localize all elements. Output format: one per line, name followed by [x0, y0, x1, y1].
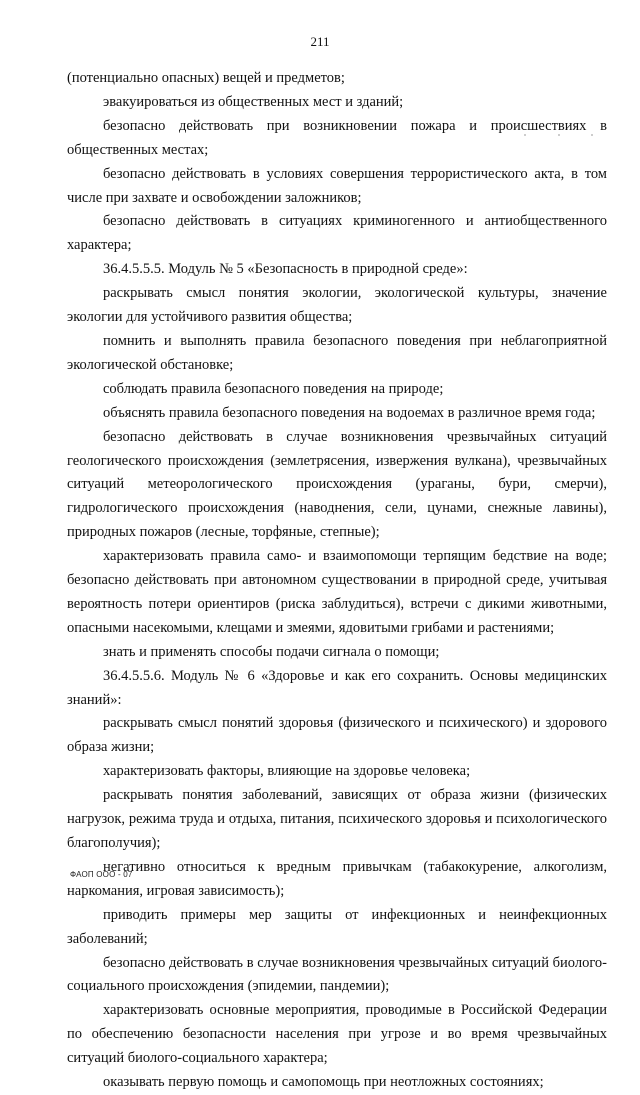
paragraph: безопасно действовать в ситуациях криминогенного и антиобщественного характера; — [67, 213, 607, 254]
body-text — [67, 67, 607, 1095]
scan-speck — [558, 134, 560, 136]
section-heading: 36.4.5.5.5. Модуль № 5 «Безопасность в природной среде»: — [103, 261, 468, 278]
paragraph: характеризовать факторы, влияющие на здоровье человека; — [103, 763, 471, 780]
paragraph: безопасно действовать в условиях совершения террористического акта, в том числе при захвате и освобождении заложников; — [67, 165, 607, 206]
paragraph: безопасно действовать при возникновении пожара и происшествиях в общественных местах; — [67, 117, 607, 158]
paragraph: эвакуироваться из общественных мест и зданий; — [103, 93, 404, 110]
paragraph: раскрывать понятия заболеваний, зависящих от образа жизни (физических нагрузок, режима труда и отдыха, питания, психического здоровья и психологического благополучия); — [67, 787, 607, 851]
paragraph: оказывать первую помощь и самопомощь при неотложных состояниях; — [103, 1074, 544, 1091]
paragraph: характеризовать основные мероприятия, проводимые в Российской Федерации по обеспечению безопасности населения при угрозе и во время чрезвычайных ситуаций биолого-социального характера; — [67, 1002, 607, 1067]
page-number: 211 — [310, 34, 330, 49]
paragraph: помнить и выполнять правила безопасного поведения при неблагоприятной экологической обстановке; — [67, 332, 607, 373]
paragraph: раскрывать смысл понятий здоровья (физического и психического) и здорового образа жизни; — [67, 715, 607, 756]
paragraph: приводить примеры мер защиты от инфекционных и неинфекционных заболеваний; — [67, 906, 607, 947]
footer-code: ФАОП ООО - 07 — [70, 870, 133, 879]
paragraph: знать и применять способы подачи сигнала о помощи; — [103, 643, 440, 660]
paragraph: раскрывать смысл понятия экологии, экологической культуры, значение экологии для устойчивого развития общества; — [67, 285, 607, 326]
paragraph: (потенциально опасных) вещей и предметов; — [67, 70, 345, 86]
paragraph: объяснять правила безопасного поведения на водоемах в различное время года; — [103, 404, 596, 421]
scan-speck — [524, 134, 526, 136]
paragraph: безопасно действовать в случае возникновения чрезвычайных ситуаций биолого-социального происхождения (эпидемии, пандемии); — [67, 954, 607, 995]
paragraph: негативно относиться к вредным привычкам (табакокурение, алкоголизм, наркомания, игровая зависимость); — [67, 858, 607, 899]
scan-speck — [591, 134, 593, 136]
paragraph: характеризовать правила само- и взаимопомощи терпящим бедствие на воде; безопасно действовать при автономном существовании в природной среде, учитывая вероятность потери ориентиров (риска заблудиться), встречи с дикими животными, опасными насекомыми, клещами и змеями, ядовитыми грибами и растениями; — [67, 548, 607, 636]
section-heading: 36.4.5.5.6. Модуль № 6 «Здоровье и как его сохранить. Основы медицинских знаний»: — [67, 667, 607, 708]
paragraph: соблюдать правила безопасного поведения на природе; — [103, 380, 444, 397]
paragraph: безопасно действовать в случае возникновения чрезвычайных ситуаций геологического происхождения (землетрясения, извержения вулкана), чрезвычайных ситуаций метеорологического происхождения (ураганы, бури, смерчи), гидрологического происхождения (наводнения, сели, цунами, снежные лавины), природных пожаров (лесные, торфяные, степные); — [67, 428, 607, 541]
